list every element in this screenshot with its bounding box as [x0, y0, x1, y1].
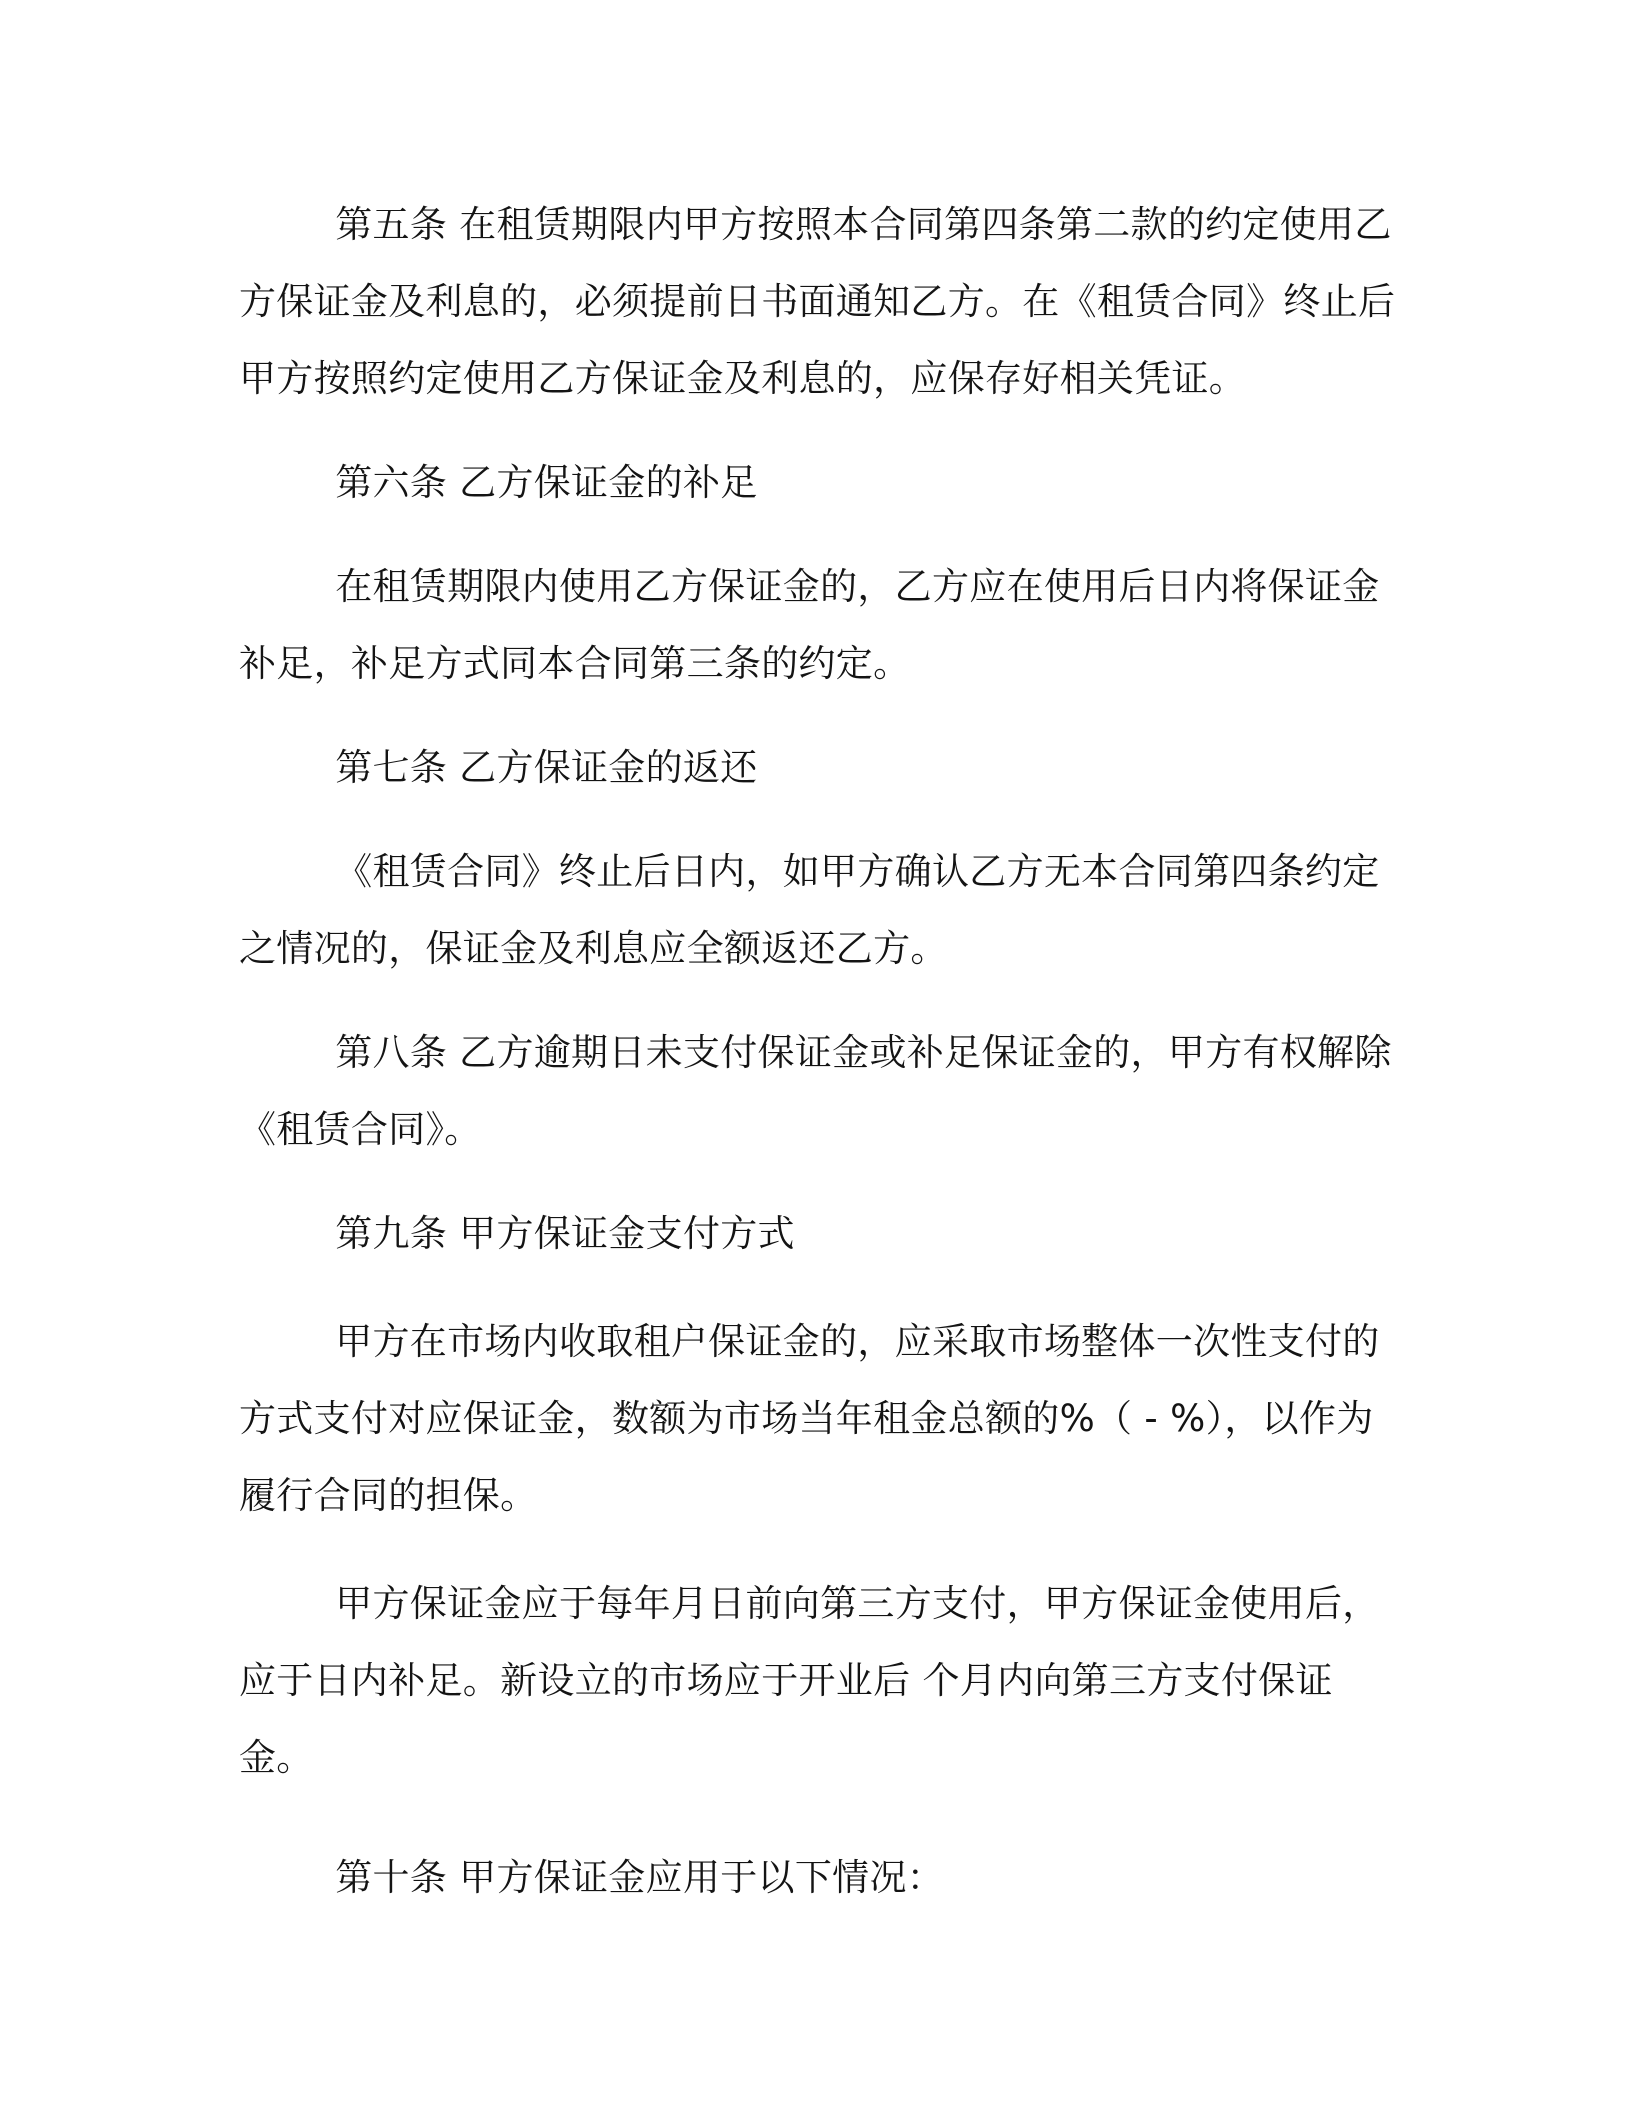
- article-6-paragraph: 在租赁期限内使用乙方保证金的，乙方应在使用后日内将保证金补足，补足方式同本合同第三条的约定。: [239, 565, 1380, 685]
- article-7-heading: 第七条 乙方保证金的返还: [335, 746, 758, 789]
- article-8-paragraph: 第八条 乙方逾期日未支付保证金或补足保证金的，甲方有权解除《租赁合同》。: [239, 1031, 1392, 1151]
- article-5-paragraph: 第五条 在租赁期限内甲方按照本合同第四条第二款的约定使用乙方保证金及利息的，必须提前日书面通知乙方。在《租赁合同》终止后甲方按照约定使用乙方保证金及利息的，应保存好相关凭证。: [239, 203, 1396, 400]
- article-6-heading: 第六条 乙方保证金的补足: [335, 461, 758, 504]
- article-9-paragraph-1: 甲方在市场内收取租户保证金的，应采取市场整体一次性支付的方式支付对应保证金，数额为市场当年租金总额的%（ - %），以作为履行合同的担保。: [239, 1320, 1380, 1517]
- article-10-heading: 第十条 甲方保证金应用于以下情况：: [335, 1856, 945, 1899]
- article-9-heading: 第九条 甲方保证金支付方式: [335, 1212, 795, 1255]
- document-body: [239, 186, 1399, 1916]
- article-7-paragraph: 《租赁合同》终止后日内，如甲方确认乙方无本合同第四条约定之情况的，保证金及利息应全额返还乙方。: [239, 850, 1380, 970]
- article-9-paragraph-2: 甲方保证金应于每年月日前向第三方支付，甲方保证金使用后，应于日内补足。新设立的市场应于开业后 个月内向第三方支付保证金。: [239, 1582, 1380, 1779]
